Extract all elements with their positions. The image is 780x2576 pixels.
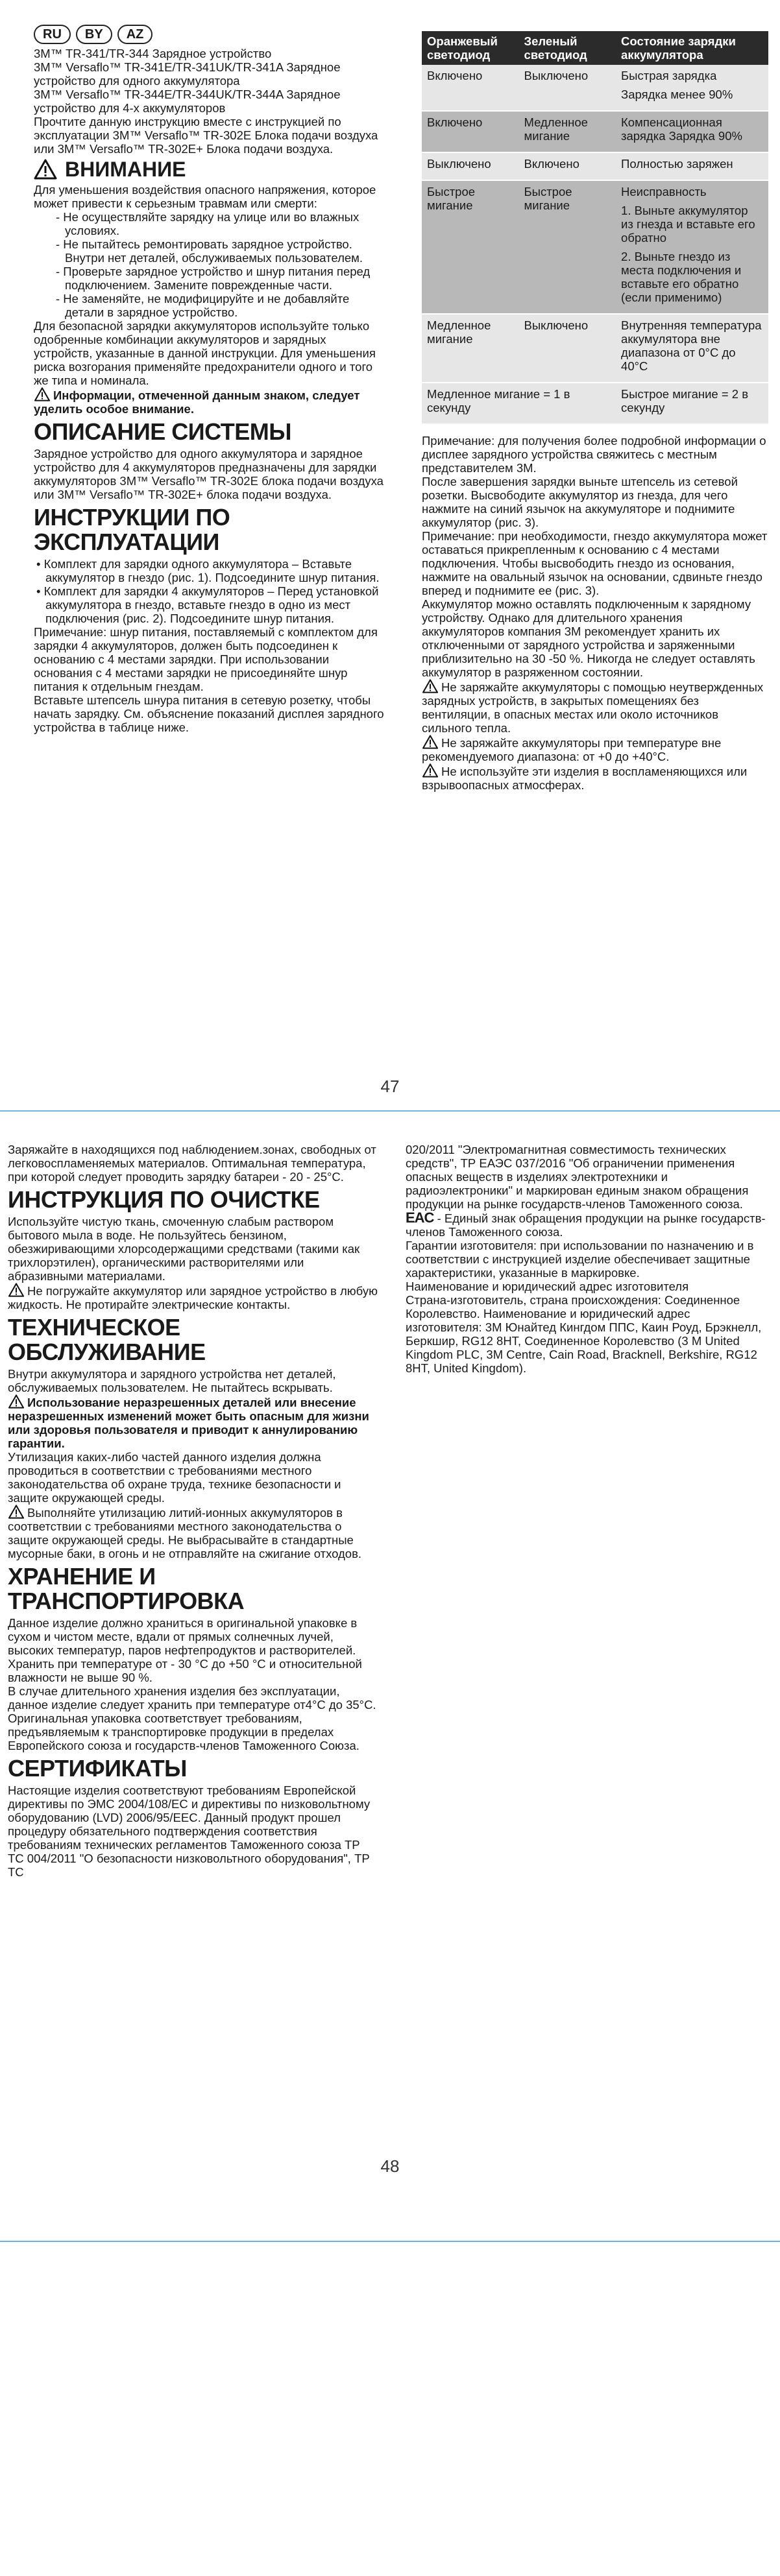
table-row xyxy=(422,65,768,111)
header-charge-status: Состояние зарядки аккумулятора xyxy=(616,31,768,65)
table-cell: Быстрое мигание xyxy=(422,180,519,314)
warning-item: - Проверьте зарядное устройство и шнур питания перед подключением. Замените поврежденные части. xyxy=(56,265,371,292)
warning-text: Выполняйте утилизацию литий-ионных аккумуляторов в соответствии с требованиями местного законодательства о защите окружающей среды. Не выбрасывайте в стандартные мусорные баки, в огонь и не отправляйте на сжигание отходов. xyxy=(8,1506,362,1560)
right-column xyxy=(406,1143,769,1375)
disposal-warning xyxy=(8,1505,378,1560)
cleaning-heading: ИНСТРУКЦИЯ ПО ОЧИСТКЕ xyxy=(8,1186,320,1213)
storage-advice: Аккумулятор можно оставлять подключенным к зарядному устройству. Однако для длительного хранения аккумуляторов компания 3M рекомендует хранить их отключенными от зарядного устройства и заряженными приблизительно на 30 -50 %. Никогда не следует оставлять аккумулятор в разряженном состоянии. xyxy=(422,597,755,679)
warning-triangle-icon xyxy=(8,1283,25,1297)
warning-triangle-icon xyxy=(422,679,439,693)
cell-line: Быстрое мигание = 2 в секунду xyxy=(621,387,749,414)
table-cell: Выключено xyxy=(422,152,519,180)
warning-text: Не погружайте аккумулятор или зарядное устройство в любую жидкость. Не протирайте электрические контакты. xyxy=(8,1284,378,1311)
table-cell xyxy=(616,152,768,180)
cell-line: Компенсационная зарядка Зарядка 90% xyxy=(621,115,742,143)
display-note: Примечание: для получения более подробной информации о дисплее зарядного устройства свяжитесь с местным представителем 3M. xyxy=(422,434,766,475)
header-orange-led: Оранжевый светодиод xyxy=(422,31,519,65)
table-cell: Включено xyxy=(422,111,519,152)
intro-line-2: 3M™ Versaflo™ TR-341E/TR-341UK/TR-341A Зарядное устройство для одного аккумулятора xyxy=(34,60,341,88)
after-charge-text: После завершения зарядки выньте штепсель из сетевой розетки. Высвободите аккумулятор из гнезда, для чего нажмите на синий язычок на аккумуляторе и поднимите аккумулятор (рис. 3). xyxy=(422,475,738,529)
warning-triangle-icon xyxy=(34,159,57,180)
page-47 xyxy=(0,0,780,1103)
cell-line: Неисправность xyxy=(621,185,707,198)
warning-item: - Не заменяйте, не модифицируйте и не добавляйте детали в зарядное устройство. xyxy=(56,292,350,319)
warning-text: Не используйте эти изделия в воспламеняющихся или взрывоопасных атмосферах. xyxy=(422,765,748,792)
page-48 xyxy=(0,1103,780,2205)
warning-item: - Не осуществляйте зарядку на улице или во влажных условиях. xyxy=(56,210,360,237)
page-divider xyxy=(0,2241,780,2242)
left-column xyxy=(34,25,384,734)
maintenance-heading: ТЕХНИЧЕСКОЕ ОБСЛУЖИВАНИЕ xyxy=(8,1314,206,1365)
table-cell: Медленное мигание xyxy=(519,111,616,152)
storage-text: В случае длительного хранения изделия без эксплуатации, данное изделие следует хранить при температуре от4°C до 35°C. xyxy=(8,1684,376,1711)
disposal-text: Утилизация каких-либо частей данного изделия должна проводиться в соответствии с требованиями местного законодательства об охране труда, технике безопасности и защите окружающей среды. xyxy=(8,1450,341,1505)
storage-text: Данное изделие должно храниться в оригинальной упаковке в сухом и чистом месте, вдали от прямых солнечных лучей, высоких температур, паров нефтепродуктов и растворителей. xyxy=(8,1616,358,1657)
table-cell: Медленное мигание xyxy=(422,314,519,383)
table-cell xyxy=(616,314,768,383)
cert-continued: 020/2011 "Электромагнитная совместимость технических средств", ТР ЕАЭС 037/2016 "Об ограничении применения опасных веществ в изделиях электротехники и радиоэлектроники" и маркирован единым знаком обращения продукции на рынке государств-членов Таможенного союза. xyxy=(406,1143,749,1211)
warning-line xyxy=(422,763,768,792)
cell-line: Быстрая зарядка xyxy=(621,69,717,82)
table-row xyxy=(422,152,768,180)
warning-triangle-icon xyxy=(8,1505,25,1519)
table-cell: Включено xyxy=(519,152,616,180)
maintenance-warning xyxy=(8,1394,378,1450)
warning-text: Использование неразрешенных деталей или внесение неразрешенных изменений может быть опасным для жизни или здоровья пользователя и приводит к аннулированию гарантии. xyxy=(8,1396,369,1450)
table-cell xyxy=(616,65,768,111)
table-cell xyxy=(616,111,768,152)
safety-text: Для безопасной зарядки аккумуляторов используйте только одобренные комбинации аккумуляторов и зарядных устройств, указанные в данной инструкции. Для уменьшения риска возгорания применяйте предохранители одного и того же типа и номинала. xyxy=(34,319,376,387)
table-cell: Выключено xyxy=(519,65,616,111)
eac-line xyxy=(406,1211,769,1239)
guarantee-text: Гарантии изготовителя: при использовании по назначению и в соответствии с инструкцией изделие обеспечивает защитные характеристики, указанные в маркировке. xyxy=(406,1239,754,1280)
intro-line-1: 3M™ TR-341/TR-344 Зарядное устройство xyxy=(34,47,272,60)
intro-line-3: 3M™ Versaflo™ TR-344E/TR-344UK/TR-344A Зарядное устройство для 4-х аккумуляторов xyxy=(34,88,341,115)
warning-text: Не заряжайте аккумуляторы с помощью неутвержденных зарядных устройств, в закрытых помещениях без вентиляции, в опасных местах или около источников сильного тепла. xyxy=(422,680,764,735)
eac-mark: EAC xyxy=(406,1210,434,1226)
warning-triangle-icon xyxy=(34,387,51,401)
cleaning-warning xyxy=(8,1283,378,1311)
page-number: 48 xyxy=(380,2156,400,2176)
warning-line xyxy=(422,735,768,763)
warning-heading xyxy=(34,158,384,180)
cell-line: Зарядка менее 90% xyxy=(621,88,733,101)
system-text: Зарядное устройство для одного аккумулятора и зарядное устройство для 4 аккумуляторов предназначены для зарядки аккумуляторов 3M™ Versaflo™ TR-302E блока подачи воздуха или 3M™ Versaflo™ TR-302E+ блока подачи воздуха. xyxy=(34,447,384,501)
warning-triangle-icon xyxy=(8,1394,25,1409)
table-row xyxy=(422,180,768,314)
cell-line: 1. Выньте аккумулятор из гнезда и вставьте его обратно xyxy=(621,204,755,244)
warning-item: - Не пытайтесь ремонтировать зарядное устройство. Внутри нет деталей, обслуживаемых пользователем. xyxy=(56,237,363,265)
table-row xyxy=(422,383,768,424)
storage-text: Оригинальная упаковка соответствует требованиям, предъявляемым к транспортировке продукции в пределах Европейского союза и государств-членов Таможенного Союза. xyxy=(8,1711,360,1752)
lang-badge-ru: RU xyxy=(34,25,71,44)
right-column xyxy=(422,31,768,792)
table-header-row xyxy=(422,31,768,65)
cell-line: Полностью заряжен xyxy=(621,157,733,171)
storage-heading: ХРАНЕНИЕ И ТРАНСПОРТИРОВКА xyxy=(8,1563,245,1614)
safety-note-text: Информации, отмеченной данным знаком, следует уделить особое внимание. xyxy=(34,388,360,416)
table-row xyxy=(422,314,768,383)
socket-note: Примечание: при необходимости, гнездо аккумулятора может оставаться прикрепленным к основанию с 4 местами подключения. Чтобы высвободить гнездо из основания, нажмите на овальный язычок на основании, сдвиньте гнездо вперед и поднимите ее (рис. 3). xyxy=(422,529,768,597)
table-cell: Включено xyxy=(422,65,519,111)
manufacturer-heading: Наименование и юридический адрес изготовителя xyxy=(406,1280,689,1293)
table-cell xyxy=(616,180,768,314)
charging-intro: Заряжайте в находящихся под наблюдением.зонах, свободных от легковоспламеняемых материалов. Оптимальная температура, при которой следует проводить зарядку батареи - 20 - 25°C. xyxy=(8,1143,376,1184)
page-number: 47 xyxy=(380,1077,400,1096)
instruction-item: • Комплект для зарядки одного аккумулятора – Вставьте аккумулятор в гнездо (рис. 1). Подсоедините шнур питания. xyxy=(36,557,380,584)
table-cell xyxy=(616,383,768,424)
certificates-text: Настоящие изделия соответствуют требованиям Европейской директивы по ЭМС 2004/108/EC и директивы по низковольтному оборудованию (LVD) 2006/95/EEC. Данный продукт прошел процедуру обязательного подтверждения соответствия требованиям технических регламентов Таможенного союза ТР ТС 004/2011 "О безопасности низковольтного оборудования", ТР ТС xyxy=(8,1783,371,1879)
table-row xyxy=(422,111,768,152)
warning-text: Для уменьшения воздействия опасного напряжения, которое может привести к серьезным травмам или смерти: xyxy=(34,183,376,210)
warning-triangle-icon xyxy=(422,735,439,749)
instructions-heading: ИНСТРУКЦИИ ПО ЭКСПЛУАТАЦИИ xyxy=(34,504,230,555)
maintenance-text: Внутри аккумулятора и зарядного устройства нет деталей, обслуживаемых пользователем. Не пытайтесь вскрывать. xyxy=(8,1367,336,1394)
table-cell: Быстрое мигание xyxy=(519,180,616,314)
header-green-led: Зеленый светодиод xyxy=(519,31,616,65)
warning-triangle-icon xyxy=(422,763,439,778)
manufacturer-address: Страна-изготовитель, страна происхождения: Соединенное Королевство. Наименование и юридический адрес изготовителя: 3M Юнайтед Кингдом ППС, Каин Роуд, Брэкнелл, Беркшир, RG12 8HT, Соединенное Королевство (3 M United Kingdom PLC, 3M Centre, Cain Road, Bracknell, Berkshire, RG12 8HT, United Kingdom). xyxy=(406,1293,762,1375)
instruction-end: Вставьте штепсель шнура питания в сетевую розетку, чтобы начать зарядку. См. объяснение показаний дисплея зарядного устройства в таблице ниже. xyxy=(34,693,384,734)
warning-title: ВНИМАНИЕ xyxy=(65,158,186,181)
certificates-heading: СЕРТИФИКАТЫ xyxy=(8,1755,187,1782)
language-badges xyxy=(34,25,384,44)
left-column xyxy=(8,1143,378,1879)
intro-line-4: Прочтите данную инструкцию вместе с инструкцией по эксплуатации 3M™ Versaflo™ TR-302E Блока подачи воздуха или 3M™ Versaflo™ TR-302E+ Блока подачи воздуха. xyxy=(34,115,378,156)
lang-badge-by: BY xyxy=(76,25,112,44)
cleaning-text: Используйте чистую ткань, смоченную слабым раствором бытового мыла в воде. Не пользуйтесь бензином, обезжиривающими хлорсодержащими средствами (такими как трихлорэтилен), органическими растворителями или абразивными материалами. xyxy=(8,1215,360,1283)
instruction-note: Примечание: шнур питания, поставляемый с комплектом для зарядки 4 аккумуляторов, должен быть подсоединен к основанию с 4 местами зарядки. При использовании основания с 4 местами зарядки не присоединяйте шнур питания к отдельным гнездам. xyxy=(34,625,378,693)
led-status-table xyxy=(422,31,768,425)
lang-badge-az: AZ xyxy=(117,25,153,44)
system-heading: ОПИСАНИЕ СИСТЕМЫ xyxy=(34,418,291,445)
instruction-item: • Комплект для зарядки 4 аккумуляторов – Перед установкой аккумулятора в гнездо, вставьте гнездо в одно из мест подключения (рис. 2). Подсоедините шнур питания. xyxy=(36,584,379,625)
eac-text: - Единый знак обращения продукции на рынке государств-членов Таможенного союза. xyxy=(406,1211,766,1239)
safety-note xyxy=(34,387,384,416)
storage-text: Хранить при температуре от - 30 °C до +50 °C и относительной влажности не выше 90 %. xyxy=(8,1657,362,1684)
table-cell: Выключено xyxy=(519,314,616,383)
cell-line: Внутренняя температура аккумулятора вне диапазона от 0°C до 40°C xyxy=(621,318,762,373)
warning-text: Не заряжайте аккумуляторы при температуре вне рекомендуемого диапазона: от +0 до +40°C. xyxy=(422,736,722,763)
warning-line xyxy=(422,679,768,735)
right-text-block xyxy=(422,434,768,792)
cell-line: 2. Выньте гнездо из места подключения и вставьте его обратно (если применимо) xyxy=(621,250,742,304)
table-cell: Медленное мигание = 1 в секунду xyxy=(422,383,616,424)
